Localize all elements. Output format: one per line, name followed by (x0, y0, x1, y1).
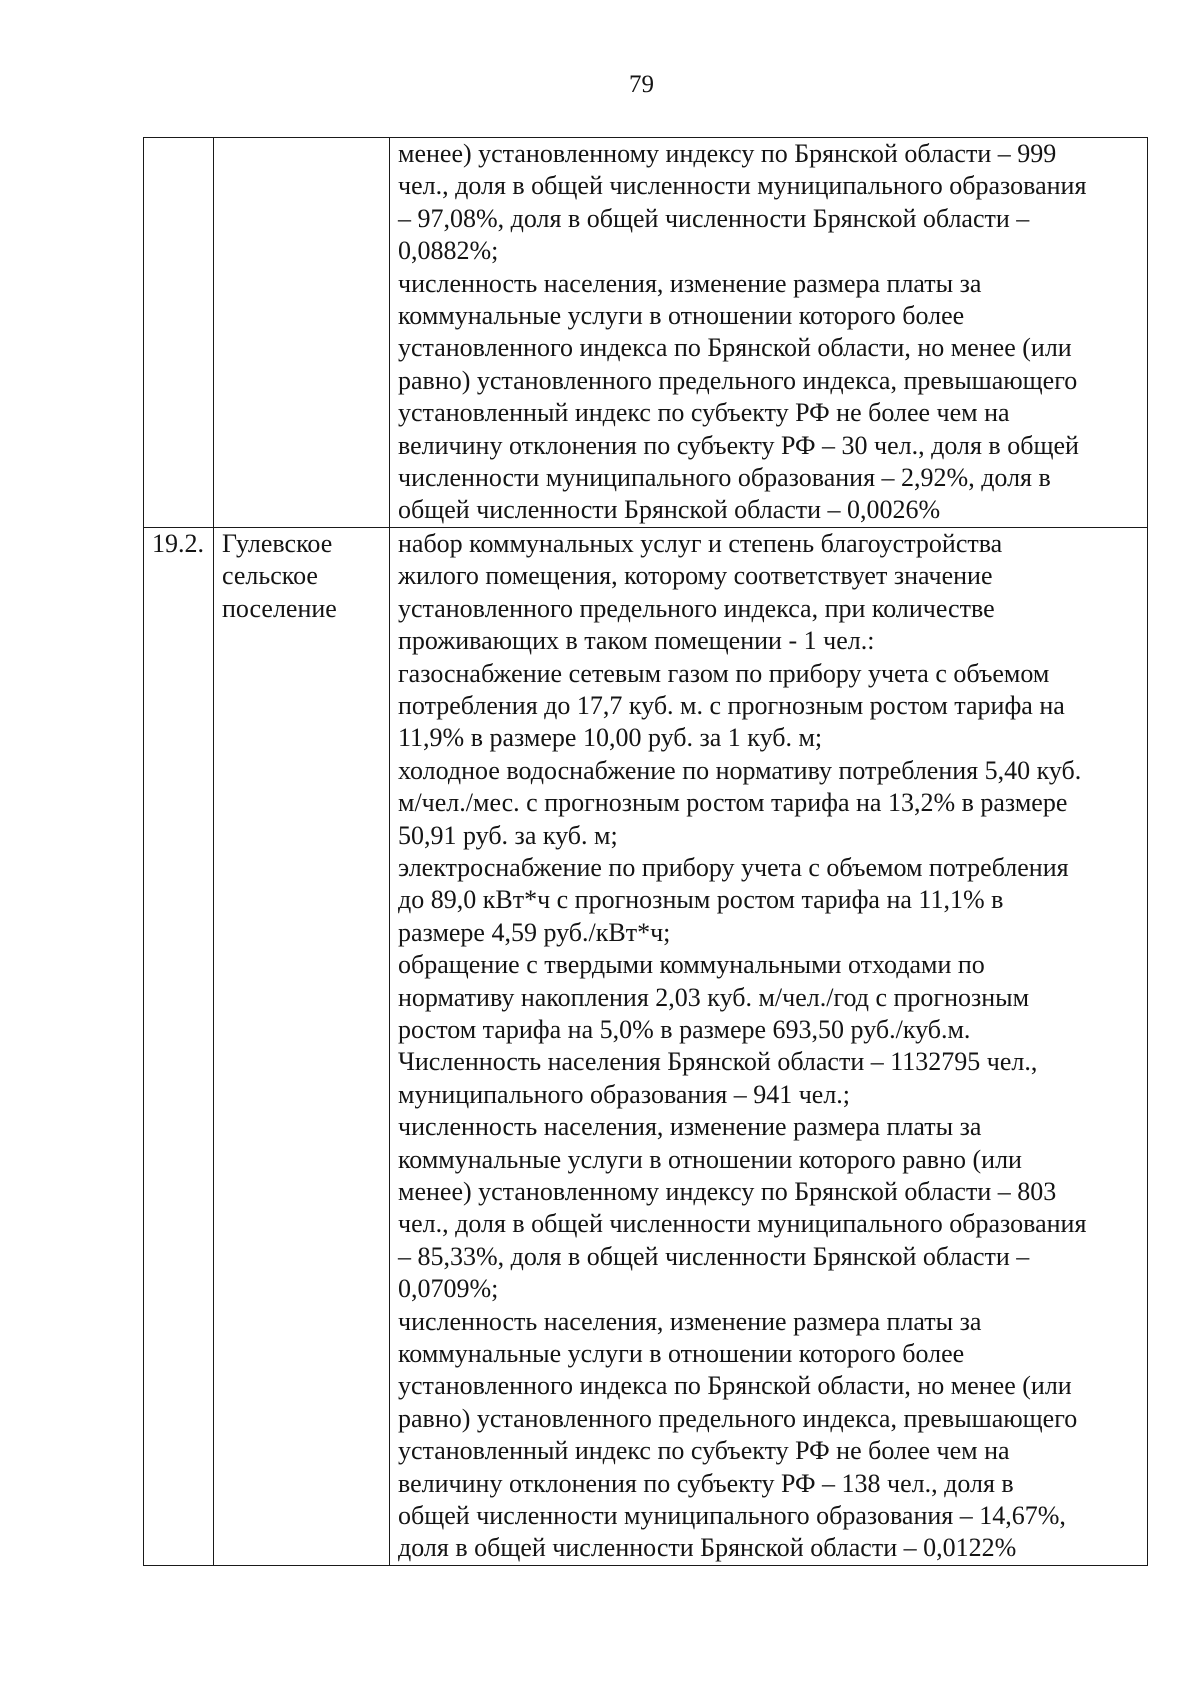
description-line: 50,91 руб. за куб. м; (398, 820, 618, 850)
description-line: установленного предельного индекса, при количестве (398, 593, 995, 623)
description-line: – 85,33%, доля в общей численности Брянской области – (398, 1241, 1030, 1271)
description-line: жилого помещения, которому соответствует значение (398, 561, 993, 591)
description-line: муниципального образования – 941 чел.; (398, 1079, 851, 1109)
description-line: установленного индекса по Брянской области, но менее (или (398, 333, 1072, 363)
description-line: – 97,08%, доля в общей численности Брянской области – (398, 203, 1030, 233)
description-line: коммунальные услуги в отношении которого более (398, 1339, 965, 1369)
description-line: равно) установленного предельного индекса, превышающего (398, 365, 1078, 395)
description-line: до 89,0 кВт*ч с прогнозным ростом тарифа на 11,1% в (398, 885, 1004, 915)
description-line: электроснабжение по прибору учета с объемом потребления (398, 852, 1069, 882)
description-line: потребления до 17,7 куб. м. с прогнозным ростом тарифа на (398, 690, 1065, 720)
description-line: общей численности Брянской области – 0,0026% (398, 495, 941, 525)
description-line: величину отклонения по субъекту РФ – 138 чел., доля в (398, 1468, 1014, 1498)
row-number-cell (144, 138, 214, 528)
description-line: установленного индекса по Брянской области, но менее (или (398, 1371, 1072, 1401)
description-cell (390, 138, 1148, 528)
description-line: м/чел./мес. с прогнозным ростом тарифа на 13,2% в размере (398, 788, 1068, 818)
description-line: доля в общей численности Брянской области – 0,0122% (398, 1533, 1017, 1563)
description-line: 11,9% в размере 10,00 руб. за 1 куб. м; (398, 723, 823, 753)
description-line: величину отклонения по субъекту РФ – 30 чел., доля в общей (398, 430, 1079, 460)
data-table (143, 137, 1148, 1566)
description-line: чел., доля в общей численности муниципального образования (398, 171, 1087, 201)
description-line: численность населения, изменение размера платы за (398, 268, 982, 298)
description-line: проживающих в таком помещении - 1 чел.: (398, 626, 875, 656)
description-line: газоснабжение сетевым газом по прибору учета с объемом (398, 658, 1050, 688)
municipality-name-line: Гулевское (222, 528, 333, 558)
description-line: менее) установленному индексу по Брянской области – 999 (398, 139, 1057, 168)
table-row (144, 138, 1148, 528)
description-line: коммунальные услуги в отношении которого более (398, 301, 965, 331)
description-line: численность населения, изменение размера платы за (398, 1112, 982, 1142)
description-line: холодное водоснабжение по нормативу потребления 5,40 куб. (398, 755, 1082, 785)
description-line: общей численности муниципального образования – 14,67%, (398, 1501, 1066, 1531)
description-line: размере 4,59 руб./кВт*ч; (398, 917, 671, 947)
description-line: равно) установленного предельного индекса, превышающего (398, 1403, 1078, 1433)
municipality-name-cell (214, 527, 390, 1565)
description-line: обращение с твердыми коммунальными отходами по (398, 950, 985, 980)
description-line: нормативу накопления 2,03 куб. м/чел./год с прогнозным (398, 982, 1030, 1012)
table-row (144, 527, 1148, 1565)
description-line: 0,0709%; (398, 1274, 499, 1304)
description-line: коммунальные услуги в отношении которого равно (или (398, 1144, 1022, 1174)
municipality-name-line: сельское (222, 561, 318, 591)
row-number-cell: 19.2. (144, 527, 214, 1565)
municipality-name-line: поселение (222, 593, 337, 623)
description-line: ростом тарифа на 5,0% в размере 693,50 руб./куб.м. (398, 1014, 971, 1044)
municipality-name-cell (214, 138, 390, 528)
description-line: Численность населения Брянской области – 1132795 чел., (398, 1047, 1038, 1077)
description-line: численность населения, изменение размера платы за (398, 1306, 982, 1336)
description-line: численности муниципального образования – 2,92%, доля в (398, 463, 1051, 493)
description-cell (390, 527, 1148, 1565)
description-line: 0,0882%; (398, 236, 499, 266)
description-line: менее) установленному индексу по Брянской области – 803 (398, 1177, 1057, 1206)
description-line: чел., доля в общей численности муниципального образования (398, 1209, 1087, 1239)
page-number: 79 (629, 71, 654, 98)
description-line: установленный индекс по субъекту РФ не более чем на (398, 398, 1010, 428)
description-line: установленный индекс по субъекту РФ не более чем на (398, 1436, 1010, 1466)
description-line: набор коммунальных услуг и степень благоустройства (398, 528, 1003, 558)
